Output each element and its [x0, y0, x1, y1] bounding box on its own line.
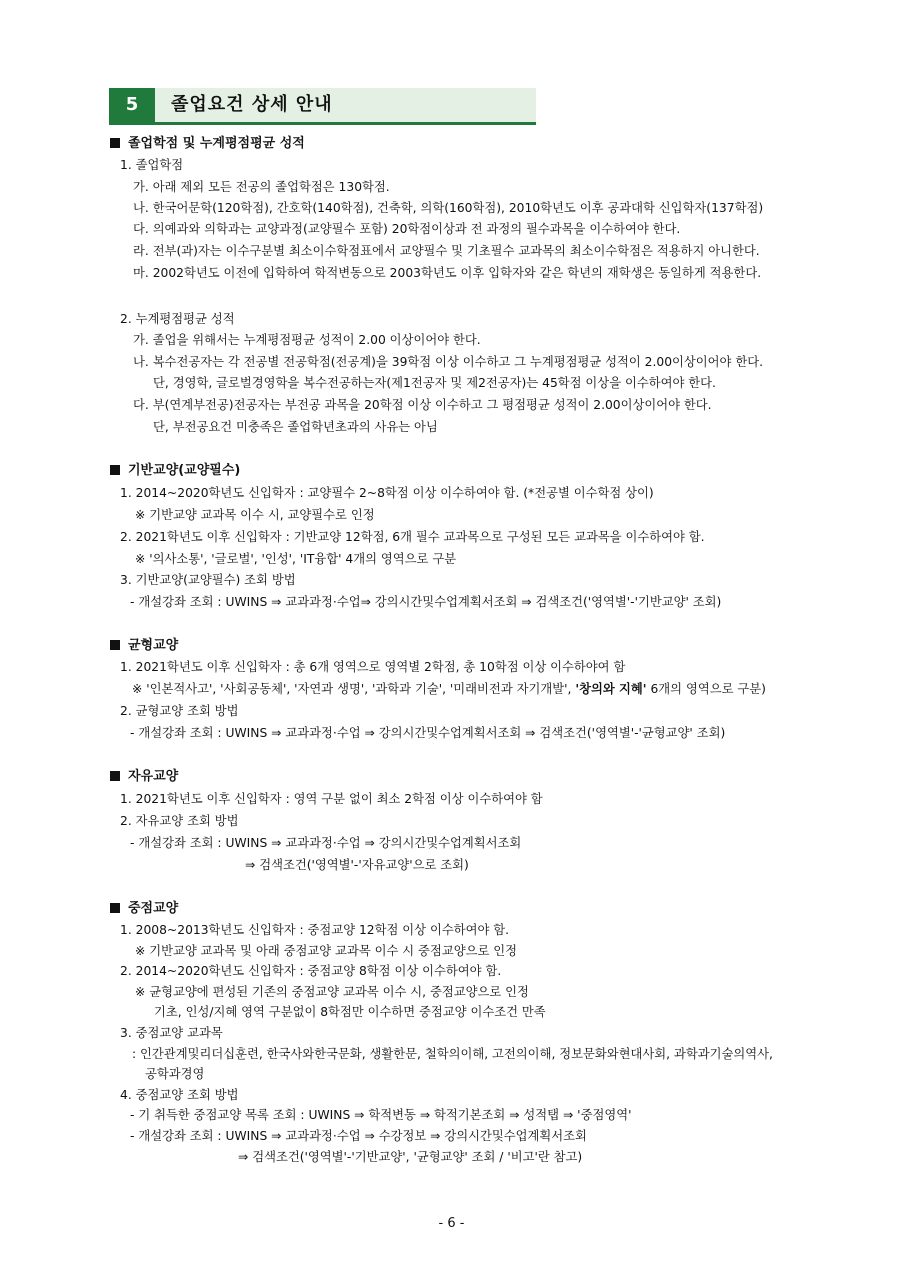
- square-bullet-icon: [110, 903, 120, 913]
- text-line: - 개설강좌 조회 : UWINS ⇒ 교과과정·수업 ⇒ 강의시간및수업계획서조회 ⇒ 검색조건('영역별'-'균형교양' 조회): [130, 726, 726, 740]
- heading-free-liberal-arts: 자유교양: [110, 769, 178, 785]
- text-line: 1. 2021학년도 이후 신입학자 : 영역 구분 없이 최소 2학점 이상 이수하여야 함: [120, 792, 543, 806]
- text-line: 3. 기반교양(교양필수) 조회 방법: [120, 573, 296, 587]
- text-line: 1. 2014~2020학년도 신입학자 : 교양필수 2~8학점 이상 이수하여야 함. (*전공별 이수학점 상이): [120, 486, 654, 500]
- note-line: ※ '인본적사고', '사회공동체', '자연과 생명', '과학과 기술', '미래비전과 자기개발', '창의와 지혜' 6개의 영역으로 구분): [132, 682, 766, 696]
- text-line: : 인간관계및리더십훈련, 한국사와한국문화, 생활한문, 철학의이해, 고전의이해, 정보문화와현대사회, 과학과기술의역사,: [132, 1047, 773, 1061]
- heading-basic-liberal-arts: 기반교양(교양필수): [110, 463, 240, 479]
- sub-heading: 2. 누계평점평균 성적: [120, 312, 235, 326]
- heading-core-liberal-arts: 중점교양: [110, 901, 178, 917]
- text-line: 1. 2021학년도 이후 신입학자 : 총 6개 영역으로 영역별 2학점, 총 10학점 이상 이수하야여 함: [120, 660, 626, 674]
- text-line: 단, 부전공요건 미충족은 졸업학년초과의 사유는 아님: [153, 420, 438, 434]
- heading-graduation-credits: 졸업학점 및 누계평점평균 성적: [110, 136, 305, 152]
- note-line: ※ 기반교양 교과목 이수 시, 교양필수로 인정: [135, 508, 375, 522]
- note-line: ※ '의사소통', '글로벌', '인성', 'IT융합' 4개의 영역으로 구분: [135, 552, 457, 566]
- text-line: 단, 경영학, 글로벌경영학을 복수전공하는자(제1전공자 및 제2전공자)는 45학점 이상을 이수하여야 한다.: [153, 376, 716, 390]
- square-bullet-icon: [110, 138, 120, 148]
- text-line: 3. 중점교양 교과목: [120, 1026, 223, 1040]
- text-line: 2. 자유교양 조회 방법: [120, 814, 239, 828]
- text-line: 다. 부(연계부전공)전공자는 부전공 과목을 20학점 이상 이수하고 그 평점평균 성적이 2.00이상이어야 한다.: [133, 398, 712, 412]
- text-line: 나. 복수전공자는 각 전공별 전공학점(전공계)을 39학점 이상 이수하고 그 누계평점평균 성적이 2.00이상이어야 한다.: [133, 355, 764, 369]
- text-line: ⇒ 검색조건('영역별'-'기반교양', '균형교양' 조회 / '비고'란 참고): [238, 1150, 583, 1164]
- sub-heading: 1. 졸업학점: [120, 158, 184, 172]
- note-line: 기초, 인성/지혜 영역 구분없이 8학점만 이수하면 중점교양 이수조건 만족: [154, 1005, 546, 1019]
- square-bullet-icon: [110, 771, 120, 781]
- text-line: 라. 전부(과)자는 이수구분별 최소이수학점표에서 교양필수 및 기초필수 교과목의 최소이수학점은 적용하지 아니한다.: [133, 244, 760, 258]
- text-line: 공학과경영: [145, 1067, 205, 1081]
- text-line: 다. 의예과와 의학과는 교양과정(교양필수 포함) 20학점이상과 전 과정의 필수과목을 이수하여야 한다.: [133, 222, 681, 236]
- page-number: - 6 -: [438, 1216, 465, 1231]
- text-line: 2. 2014~2020학년도 신입학자 : 중점교양 8학점 이상 이수하여야 함.: [120, 964, 502, 978]
- section-number: 5: [109, 88, 155, 122]
- text-line: 4. 중점교양 조회 방법: [120, 1088, 239, 1102]
- text-line: 1. 2008~2013학년도 신입학자 : 중점교양 12학점 이상 이수하여야 함.: [120, 923, 510, 937]
- text-line: - 개설강좌 조회 : UWINS ⇒ 교과과정·수업⇒ 강의시간및수업계획서조회 ⇒ 검색조건('영역별'-'기반교양' 조회): [130, 595, 722, 609]
- text-line: - 기 취득한 중점교양 목록 조회 : UWINS ⇒ 학적변동 ⇒ 학적기본조회 ⇒ 성적탭 ⇒ '중점영역': [130, 1108, 632, 1122]
- text-line: 2. 2021학년도 이후 신입학자 : 기반교양 12학점, 6개 필수 교과목으로 구성된 모든 교과목을 이수하여야 함.: [120, 530, 705, 544]
- text-line: - 개설강좌 조회 : UWINS ⇒ 교과과정·수업 ⇒ 강의시간및수업계획서조회: [130, 836, 522, 850]
- section-header: [109, 88, 536, 125]
- text-line: 마. 2002학년도 이전에 입학하여 학적변동으로 2003학년도 이후 입학자와 같은 학년의 재학생은 동일하게 적용한다.: [133, 266, 762, 280]
- text-line: 가. 졸업을 위해서는 누계평점평균 성적이 2.00 이상이어야 한다.: [133, 333, 481, 347]
- note-line: ※ 균형교양에 편성된 기존의 중점교양 교과목 이수 시, 중점교양으로 인정: [135, 985, 529, 999]
- text-line: ⇒ 검색조건('영역별'-'자유교양'으로 조회): [245, 858, 469, 872]
- text-line: 가. 아래 제외 모든 전공의 졸업학점은 130학점.: [133, 180, 390, 194]
- square-bullet-icon: [110, 465, 120, 475]
- heading-balanced-liberal-arts: 균형교양: [110, 638, 178, 654]
- text-line: 나. 한국어문학(120학점), 간호학(140학점), 건축학, 의학(160학점), 2010학년도 이후 공과대학 신입학자(137학점): [133, 201, 764, 215]
- section-title: 졸업요건 상세 안내: [171, 94, 333, 115]
- text-line: 2. 균형교양 조회 방법: [120, 704, 239, 718]
- text-line: - 개설강좌 조회 : UWINS ⇒ 교과과정·수업 ⇒ 수강정보 ⇒ 강의시간및수업계획서조회: [130, 1129, 587, 1143]
- note-line: ※ 기반교양 교과목 및 아래 중점교양 교과목 이수 시 중점교양으로 인정: [135, 944, 517, 958]
- square-bullet-icon: [110, 640, 120, 650]
